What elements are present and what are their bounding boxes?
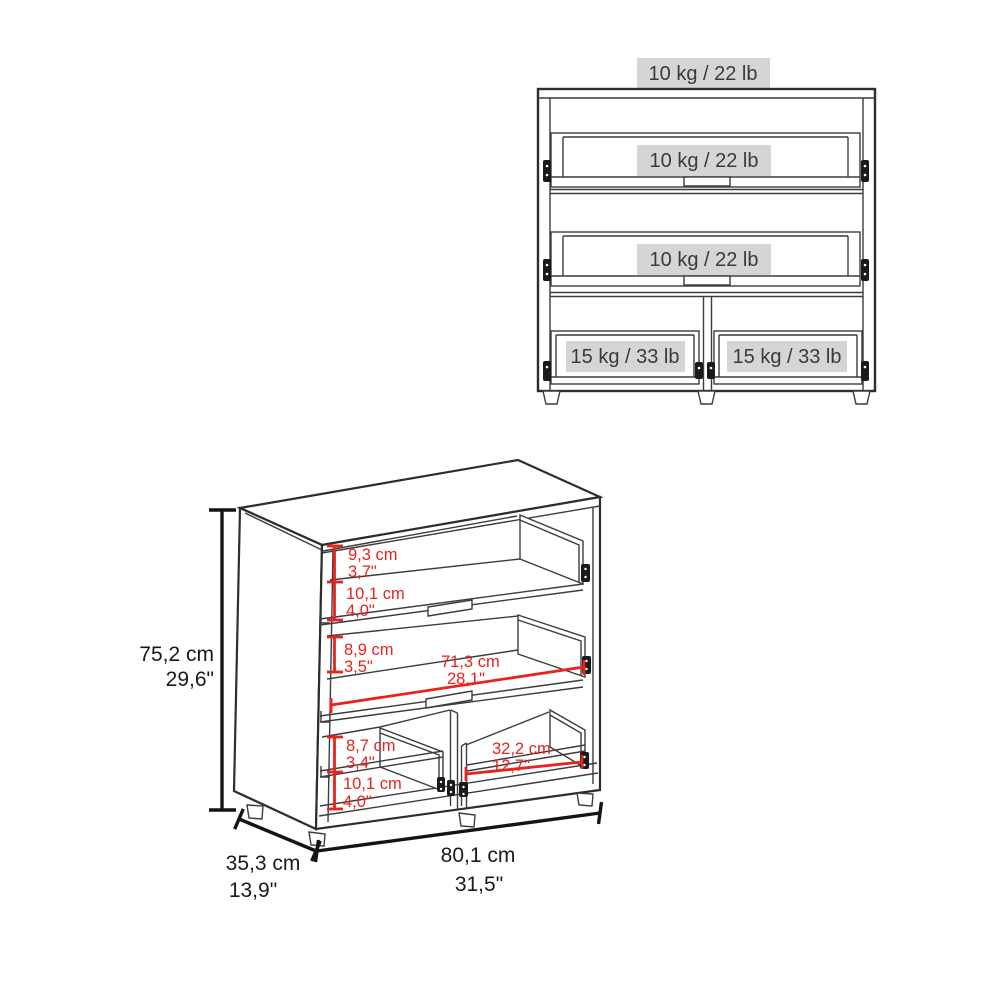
svg-text:80,1 cm: 80,1 cm: [440, 844, 516, 867]
foot: [698, 391, 715, 404]
svg-text:3,4": 3,4": [346, 754, 375, 772]
left-side-panel: [234, 508, 322, 829]
top-capacity-label: 10 kg / 22 lb: [648, 63, 758, 85]
drawer-slide-hardware: [543, 361, 551, 381]
drawer-handle-slot: [684, 276, 730, 285]
svg-text:8,7 cm: 8,7 cm: [346, 737, 396, 755]
svg-text:4,0": 4,0": [346, 602, 375, 620]
svg-text:9,3 cm: 9,3 cm: [348, 546, 398, 564]
front-view: [538, 58, 875, 404]
svg-text:10,1 cm: 10,1 cm: [343, 775, 402, 793]
perspective-view: [139, 460, 601, 902]
drawer-slide-hardware: [447, 780, 455, 796]
drawer-2-capacity-label: 10 kg / 22 lb: [649, 249, 759, 271]
svg-text:28,1": 28,1": [447, 670, 485, 688]
drawer-slide-hardware: [707, 362, 715, 379]
drawer-slide-hardware: [543, 160, 551, 182]
drawer-slide-hardware: [581, 564, 590, 582]
svg-text:29,6": 29,6": [165, 668, 214, 691]
foot: [543, 391, 560, 404]
drawer-slide-hardware: [695, 362, 703, 379]
drawer-handle-slot: [684, 177, 730, 186]
foot: [247, 805, 263, 819]
svg-text:75,2 cm: 75,2 cm: [139, 643, 214, 666]
front-view-drawer-4: [707, 331, 869, 384]
drawer-slide-hardware: [861, 259, 869, 281]
drawer-slide-hardware: [861, 160, 869, 182]
drawer-1-capacity-label: 10 kg / 22 lb: [649, 150, 759, 172]
foot: [577, 793, 593, 806]
svg-text:32,2 cm: 32,2 cm: [492, 740, 551, 758]
svg-text:4,0": 4,0": [343, 793, 372, 811]
front-view-feet: [543, 391, 870, 404]
front-view-drawer-1: [543, 133, 869, 187]
svg-text:12,7": 12,7": [492, 757, 530, 775]
foot: [853, 391, 870, 404]
svg-text:31,5": 31,5": [454, 873, 504, 896]
svg-text:3,5": 3,5": [344, 658, 373, 676]
drawer-slide-hardware: [543, 259, 551, 281]
svg-text:71,3 cm: 71,3 cm: [441, 653, 500, 671]
drawer-3-capacity-label: 15 kg / 33 lb: [570, 346, 680, 368]
svg-text:3,7": 3,7": [348, 563, 377, 581]
svg-text:35,3 cm: 35,3 cm: [225, 852, 301, 875]
front-view-drawer-3: [543, 331, 703, 384]
svg-text:13,9": 13,9": [228, 879, 278, 902]
foot: [459, 813, 475, 827]
svg-text:8,9 cm: 8,9 cm: [344, 641, 394, 659]
dim-height: [139, 510, 236, 810]
drawer-4-capacity-label: 15 kg / 33 lb: [732, 346, 842, 368]
front-view-drawer-2: [543, 232, 869, 286]
drawer-slide-hardware: [861, 361, 869, 381]
svg-text:10,1 cm: 10,1 cm: [346, 585, 405, 603]
